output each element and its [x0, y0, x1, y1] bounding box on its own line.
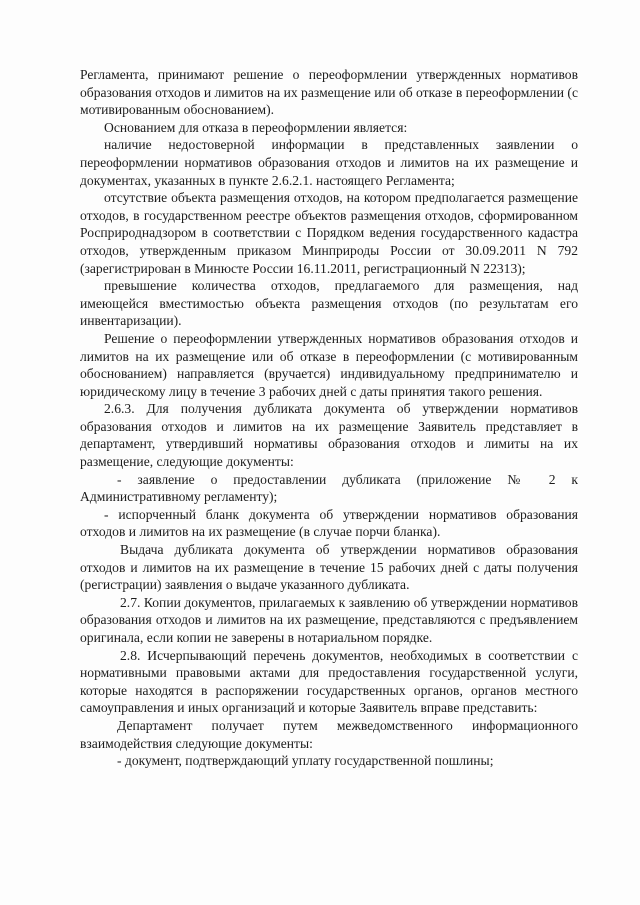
paragraph-duplicate-issuance: Выдача дубликата документа об утверждении нормативов образования отходов и лимитов на их размещение в течение 15 рабочих дней с даты получения (регистрации) заявления о выдаче указанного дубликата.: [80, 542, 578, 593]
list-item-damaged-form: - испорченный бланк документа об утверждении нормативов образования отходов и лимитов на их размещение (в случае порчи бланка).: [80, 506, 578, 540]
paragraph-duplicate-request: 2.6.3. Для получения дубликата документа об утверждении нормативов образования отходов и лимитов на их размещение Заявитель представляет в департамент, утвердивший нормативы образования отходов и лимиты на их размещение, следующие документы:: [80, 401, 578, 470]
paragraph-section-2-7: 2.7. Копии документов, прилагаемых к заявлению об утверждении нормативов образования отходов и лимитов на их размещение, представляются с предъявлением оригинала, если копии не заверены в нотариальном порядке.: [80, 594, 578, 645]
paragraph-missing-facility: отсутствие объекта размещения отходов, на котором предполагается размещение отходов, в государственном реестре объектов размещения отходов, сформированном Росприроднадзором в соответствии с Порядком ведения государственного кадастра отходов, утвержденным приказом Минприроды России от 30.09.2011 N 792 (зарегистрирован в Минюсте России 16.11.2011, регистрационный N 22313);: [80, 190, 578, 276]
paragraph-regulation-decision: Регламента, принимают решение о переоформлении утвержденных нормативов образования отходов и лимитов на их размещение или об отказе в переоформлении (с мотивированным обоснованием).: [80, 67, 578, 118]
paragraph-decision-delivery: Решение о переоформлении утвержденных нормативов образования отходов и лимитов на их размещение или об отказе в переоформлении (с мотивированным обоснованием) направляется (вручается) индивидуальному предпринимателю и юридическому лицу в течение 3 рабочих дней с даты принятия такого решения.: [80, 330, 578, 399]
list-item-state-duty: - документ, подтверждающий уплату государственной пошлины;: [117, 753, 494, 769]
paragraph-refusal-grounds-heading: Основанием для отказа в переоформлении является:: [104, 119, 408, 135]
document-body: [80, 66, 578, 770]
list-item-duplicate-application: - заявление о предоставлении дубликата (приложение № 2 к Административному регламенту);: [80, 471, 578, 505]
paragraph-interagency-request: Департамент получает путем межведомственного информационного взаимодействия следующие документы:: [80, 717, 578, 751]
paragraph-false-information: наличие недостоверной информации в представленных заявлении о переоформлении нормативов образования отходов и лимитов на их размещение и документах, указанных в пункте 2.6.2.1. настоящего Регламента;: [80, 137, 578, 188]
paragraph-section-2-8: 2.8. Исчерпывающий перечень документов, необходимых в соответствии с нормативными правовыми актами для предоставления государственной услуги, которые находятся в распоряжении государственных органов, органов местного самоуправления и иных организаций и которые Заявитель вправе представить:: [80, 647, 578, 716]
paragraph-capacity-exceeded: превышение количества отходов, предлагаемого для размещения, над имеющейся вместимостью объекта размещения отходов (по результатам его инвентаризации).: [80, 278, 578, 329]
